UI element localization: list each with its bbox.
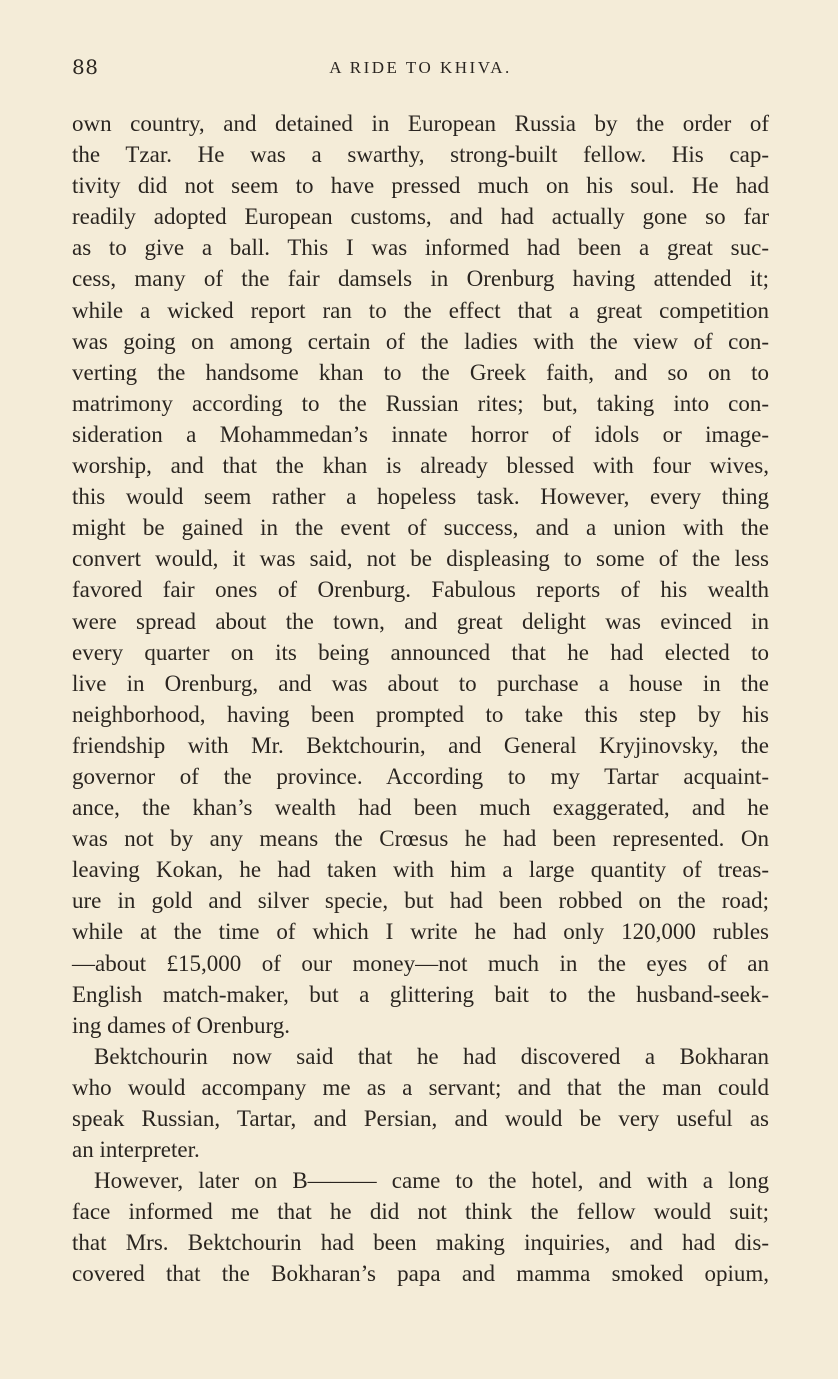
text-line: was not by any means the Crœsus he had been represented. On	[72, 826, 769, 852]
text-line: readily adopted European customs, and had actually gone so far	[72, 204, 769, 230]
page-number: 88	[72, 55, 99, 79]
text-line: who would accompany me as a servant; and that the man could	[72, 1074, 769, 1100]
text-line: the Tzar. He was a swarthy, strong-built fellow. His cap-	[72, 142, 769, 168]
text-line: as to give a ball. This I was informed had been a great suc-	[72, 235, 769, 261]
text-line: —about £15,000 of our money—not much in the eyes of an	[72, 950, 769, 976]
text-line: ance, the khan’s wealth had been much exaggerated, and he	[72, 795, 769, 821]
text-line: face informed me that he did not think the fellow would suit;	[72, 1199, 769, 1225]
text-line: sideration a Mohammedan’s innate horror of idols or image-	[72, 421, 769, 447]
text-line: this would seem rather a hopeless task. However, every thing	[72, 484, 769, 510]
text-line: might be gained in the event of success, and a union with the	[72, 515, 769, 541]
text-line: leaving Kokan, he had taken with him a large quantity of treas-	[72, 857, 769, 883]
text-line: favored fair ones of Orenburg. Fabulous reports of his wealth	[72, 577, 769, 603]
text-line: an interpreter.	[72, 1137, 200, 1163]
text-line: However, later on B——— came to the hotel, and with a long	[94, 1168, 769, 1194]
body-text	[72, 108, 769, 1290]
text-line: ing dames of Orenburg.	[72, 1012, 291, 1038]
running-head	[72, 55, 769, 89]
text-line: while a wicked report ran to the effect that a great competition	[72, 297, 769, 323]
text-line: verting the handsome khan to the Greek faith, and so on to	[72, 359, 769, 385]
text-line: covered that the Bokharan’s papa and mamma smoked opium,	[72, 1261, 769, 1287]
text-line: live in Orenburg, and was about to purchase a house in the	[72, 670, 769, 696]
text-line: cess, many of the fair damsels in Orenburg having attended it;	[72, 266, 769, 292]
text-line: while at the time of which I write he had only 120,000 rubles	[72, 919, 769, 945]
text-line: neighborhood, having been prompted to take this step by his	[72, 701, 769, 727]
text-line: matrimony according to the Russian rites; but, taking into con-	[72, 390, 769, 416]
text-line: convert would, it was said, not be displeasing to some of the less	[72, 546, 769, 572]
text-line: own country, and detained in European Russia by the order of	[72, 111, 769, 136]
text-line: that Mrs. Bektchourin had been making inquiries, and had dis-	[72, 1230, 769, 1256]
text-line: governor of the province. According to my Tartar acquaint-	[72, 763, 769, 789]
text-line: English match-maker, but a glittering bait to the husband-seek-	[72, 981, 769, 1007]
text-line: Bektchourin now said that he had discovered a Bokharan	[94, 1043, 769, 1069]
text-line: tivity did not seem to have pressed much on his soul. He had	[72, 173, 769, 199]
text-line: every quarter on its being announced that he had elected to	[72, 639, 769, 665]
text-line: was going on among certain of the ladies with the view of con-	[72, 328, 769, 354]
text-line: ure in gold and silver specie, but had been robbed on the road;	[72, 888, 769, 914]
text-line: worship, and that the khan is already blessed with four wives,	[72, 453, 769, 479]
text-line: friendship with Mr. Bektchourin, and General Kryjinovsky, the	[72, 732, 769, 758]
text-line: were spread about the town, and great delight was evinced in	[72, 608, 769, 634]
text-line: speak Russian, Tartar, and Persian, and would be very useful as	[72, 1106, 769, 1131]
running-title: A RIDE TO KHIVA.	[329, 58, 512, 77]
